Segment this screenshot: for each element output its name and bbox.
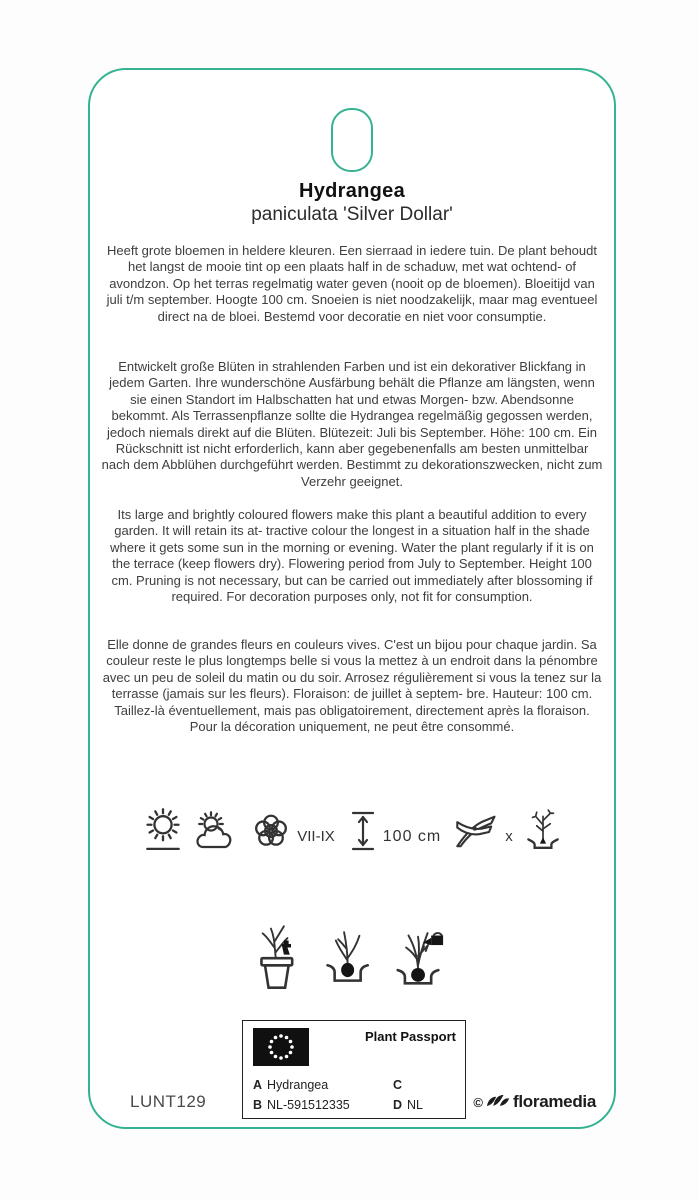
plant-label-card	[88, 68, 616, 1129]
planting-instructions-row	[90, 920, 614, 999]
passport-label-c: C	[393, 1078, 403, 1092]
height-arrow-icon	[348, 810, 378, 852]
pruning-label: x	[505, 828, 513, 845]
plant-species-subtitle: paniculata 'Silver Dollar'	[251, 204, 453, 225]
passport-value-a: Hydrangea	[267, 1078, 329, 1092]
passport-label-d: D	[393, 1098, 403, 1112]
full-sun-icon	[144, 808, 182, 852]
label-code: LUNT129	[130, 1092, 207, 1111]
copyright-symbol: ©	[473, 1094, 484, 1110]
plant-passport-box	[242, 1020, 466, 1119]
height-label: 100 cm	[382, 828, 442, 845]
flowering-period-group	[250, 810, 335, 852]
shrub-icon	[526, 808, 560, 852]
partial-shade-icon	[195, 810, 237, 852]
plant-genus-title: Hydrangea	[298, 180, 406, 202]
floramedia-leaf-icon	[486, 1091, 510, 1113]
passport-field-d	[393, 1098, 423, 1112]
height-group	[348, 810, 441, 852]
passport-field-a	[253, 1078, 328, 1092]
water-potted-plant-icon	[252, 920, 304, 999]
eu-flag-icon	[253, 1028, 309, 1071]
description-german: Entwickelt große Blüten in strahlenden Farben und ist ein dekorativer Blickfang in jedem Garten. Ihre wunderschöne Ausfärbung behält die Pflanze am längsten, wenn sie einen Standort im Halbschatten hat und etwas Morgen- bzw. Abendsonne bekommt. Als Terrassenpflanze sollte die Hydrangea regelmäßig gegossen werden, jedoch niemals direkt auf die Blüten. Blütezeit: Juli bis September. Höhe: 100 cm. Ein Rückschnitt ist nicht erforderlich, kann aber gegebenenfalls am besten unmittelbar nach dem Abblühen durchgeführt werden. Bestimmt zu dekorationszwecken, nicht zum Verzehr geeignet.	[101, 359, 603, 489]
passport-value-d: NL	[407, 1098, 424, 1112]
description-french: Elle donne de grandes fleurs en couleurs vives. C'est un bijou pour chaque jardin. Sa couleur reste le plus longtemps belle si vous la mettez à un endroit dans la pénombre avec un peu de soleil du matin ou du soir. Arrosez régulièrement si vous la tenez sur la terrasse (jamais sur les fleurs). Floraison: de juillet à septem- bre. Hauteur: 100 cm. Taillez-là éventuellement, mais pas obligatoirement, directement après la floraison. Pour la décoration uniquement, ne peut être consommé.	[102, 637, 602, 735]
passport-label-a: A	[253, 1078, 263, 1092]
water-after-planting-icon	[396, 920, 452, 999]
description-english: Its large and brightly coloured flowers make this plant a beautiful addition to every garden. It will retain its at- tractive colour the longest in a situation half in the shade where it gets some sun in the morning or evening. Water the plant regularly if it is on the terrace (keep flowers dry). Flowering period from July to September. Height 100 cm. Pruning is not necessary, but can be carried out immediately after blossoming if required. For decoration purposes only, not fit for consumption.	[110, 507, 594, 605]
passport-label-b: B	[253, 1098, 263, 1112]
hanger-hole	[331, 108, 373, 172]
passport-field-c	[393, 1078, 407, 1092]
passport-value-b: NL-591512335	[267, 1098, 350, 1112]
flowering-period-label: VII-IX	[297, 828, 335, 845]
description-dutch: Heeft grote bloemen in heldere kleuren. Een sierraad in iedere tuin. De plant behoudt het langst de mooie tint op een plaats half in de schaduw, met wat ochtend- of avondzon. Op het terras regelmatig water geven (nooit op de bloemen). Bloeitijd van juli t/m september. Hoogte 100 cm. Snoeien is niet noodzakelijk, maar mag eventueel direct na de bloei. Bestemd voor decoratie en niet voor consumptie.	[106, 243, 598, 324]
pruning-group	[454, 812, 513, 852]
passport-field-b	[253, 1098, 350, 1112]
pruning-shears-icon	[454, 812, 500, 852]
brand-logo	[473, 1091, 596, 1113]
plant-passport-title: Plant Passport	[364, 1029, 456, 1044]
care-icons-row	[90, 808, 614, 852]
root-ball-in-hole-icon	[324, 920, 376, 999]
brand-name: floramedia	[513, 1092, 596, 1111]
flower-icon	[250, 810, 292, 852]
